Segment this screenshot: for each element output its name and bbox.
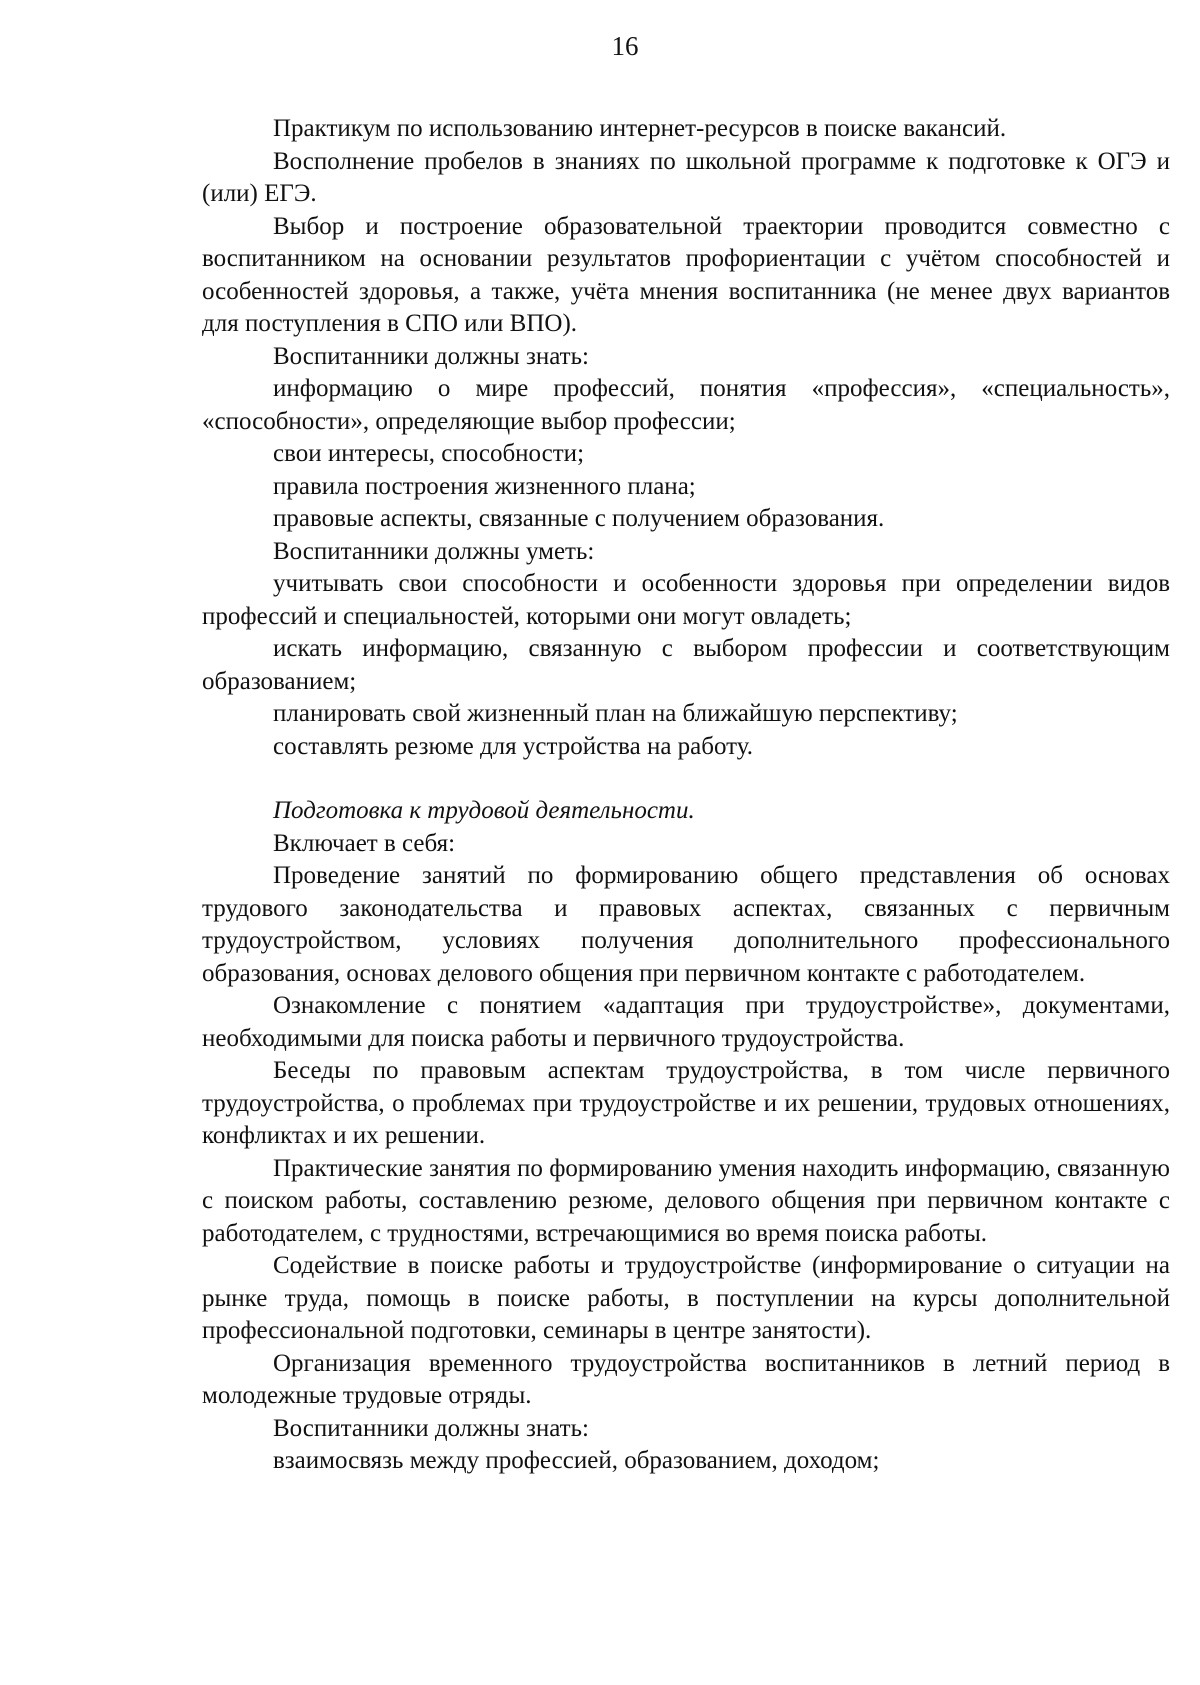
list-item: учитывать свои способности и особенности здоровья при определении видов профессий и специальностей, которыми они могут овладеть;	[202, 570, 1170, 630]
paragraph: Включает в себя:	[273, 829, 456, 857]
section-gap	[202, 763, 1170, 795]
list-item: взаимосвязь между профессией, образованием, доходом;	[273, 1447, 880, 1474]
paragraph: Ознакомление с понятием «адаптация при трудоустройстве», документами, необходимыми для поиска работы и первичного трудоустройства.	[202, 992, 1170, 1052]
section-heading: Подготовка к трудовой деятельности.	[273, 797, 695, 824]
paragraph: Воспитанники должны уметь:	[273, 537, 595, 565]
paragraph: Содействие в поиске работы и трудоустройстве (информирование о ситуации на рынке труда, помощь в поиске работы, в поступлении на курсы дополнительной профессиональной подготовки, семинары в центре занятости).	[202, 1252, 1170, 1344]
page-number: 16	[611, 31, 639, 61]
list-item: свои интересы, способности;	[273, 440, 585, 467]
paragraph: Воспитанники должны знать:	[273, 1414, 589, 1442]
list-item: составлять резюме для устройства на работу.	[273, 732, 754, 760]
list-item: правовые аспекты, связанные с получением образования.	[273, 505, 885, 532]
paragraph: Выбор и построение образовательной траектории проводится совместно с воспитанником на основании результатов профориентации с учётом способностей и особенностей здоровья, а также, учёта мнения воспитанника (не менее двух вариантов для поступления в СПО или ВПО).	[202, 212, 1170, 337]
paragraph: Практикум по использованию интернет-ресурсов в поиске вакансий.	[273, 115, 1007, 142]
paragraph: Проведение занятий по формированию общего представления об основах трудового законодательства и правовых аспектах, связанных с первичным трудоустройством, условиях получения дополнительного профессионального образования, основах делового общения при первичном контакте с работодателем.	[202, 862, 1170, 987]
paragraph: Воспитанники должны знать:	[273, 342, 589, 370]
paragraph: Беседы по правовым аспектам трудоустройства, в том числе первичного трудоустройства, о проблемах при трудоустройстве и их решении, трудовых отношениях, конфликтах и их решении.	[202, 1057, 1170, 1149]
paragraph: Восполнение пробелов в знаниях по школьной программе к подготовке к ОГЭ и (или) ЕГЭ.	[202, 147, 1170, 207]
list-item: искать информацию, связанную с выбором профессии и соответствующим образованием;	[202, 635, 1170, 695]
document-body	[202, 113, 1170, 1478]
list-item: правила построения жизненного плана;	[273, 472, 696, 500]
paragraph: Организация временного трудоустройства воспитанников в летний период в молодежные трудовые отряды.	[202, 1349, 1170, 1409]
paragraph: Практические занятия по формированию умения находить информацию, связанную с поиском работы, составлению резюме, делового общения при первичном контакте с работодателем, с трудностями, встречающимися во время поиска работы.	[202, 1154, 1170, 1247]
list-item: планировать свой жизненный план на ближайшую перспективу;	[273, 700, 958, 727]
list-item: информацию о мире профессий, понятия «профессия», «специальность», «способности», определяющие выбор профессии;	[202, 375, 1170, 435]
